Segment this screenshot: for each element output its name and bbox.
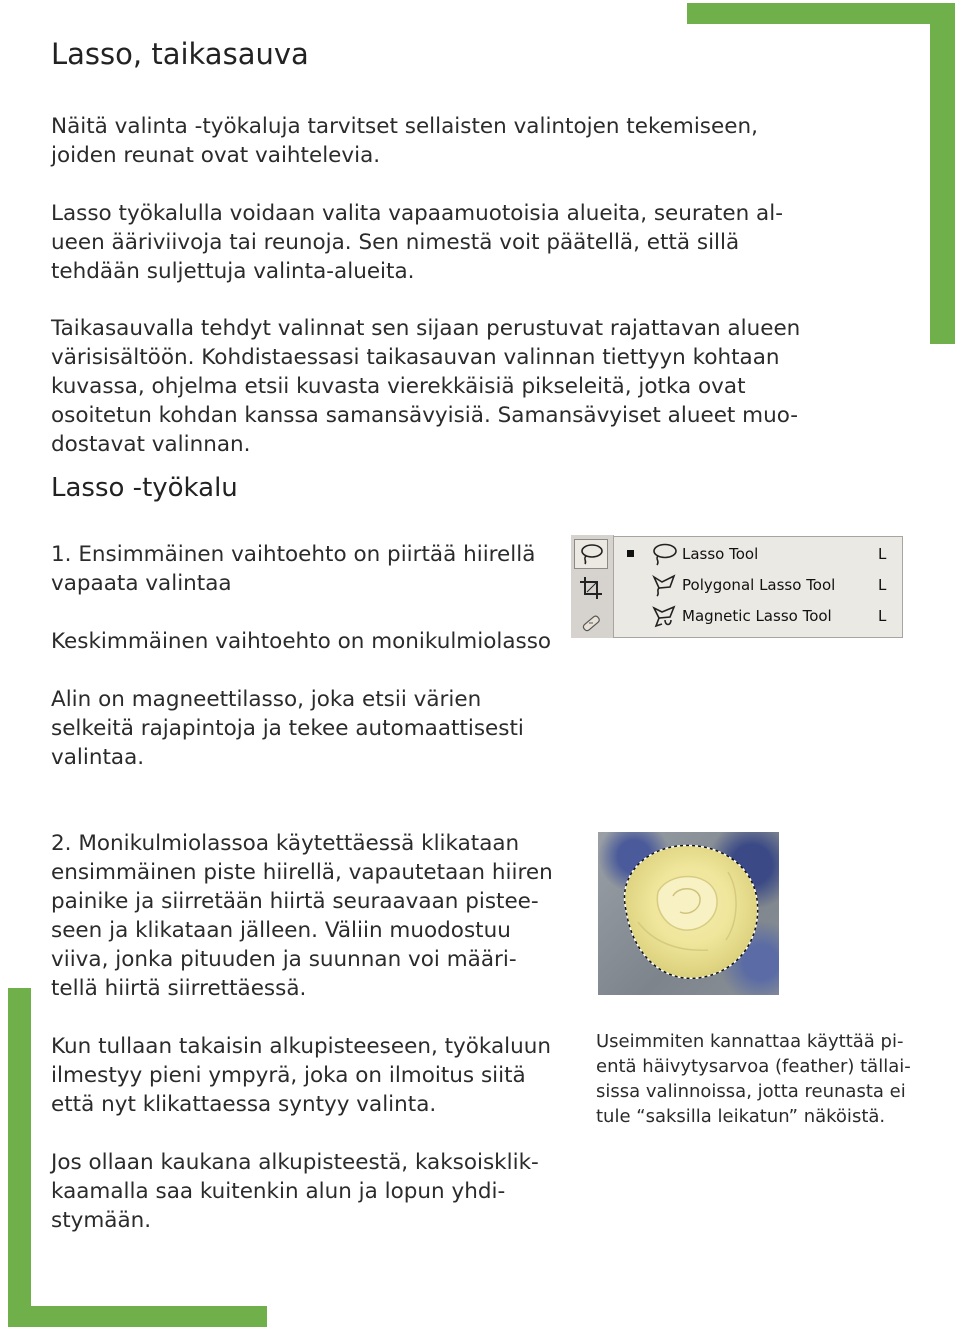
rose-selection-photo [598, 832, 779, 995]
rose-image [598, 832, 779, 995]
polygonal-lasso-icon [650, 573, 678, 597]
intro-paragraph-2: Lasso työkalulla voidaan valita vapaamuotoisia alueita, seuraten al- ueen ääriviivoja tai reunoja. Sen nimestä voit päätellä, että sillä tehdään suljettuja valinta-alueita. [51, 201, 783, 284]
green-border-left [8, 988, 31, 1327]
menu-item-label: Polygonal Lasso Tool [682, 576, 836, 594]
lasso-icon [578, 543, 604, 565]
menu-item-shortcut: L [878, 607, 887, 625]
step1-paragraph-3: Alin on magneettilasso, joka etsii värien selkeitä rajapintoja ja tekee automaattisesti valintaa. [51, 687, 524, 770]
menu-item-label: Magnetic Lasso Tool [682, 607, 832, 625]
lasso-tool-button[interactable] [574, 539, 608, 569]
step2-paragraph-3: Jos ollaan kaukana alkupisteestä, kaksoisklik- kaamalla saa kuitenkin alun ja lopun yhdi- stymään. [51, 1150, 539, 1233]
toolbox-strip [571, 535, 614, 638]
tip-caption: Useimmiten kannattaa käyttää pi- entä häivytysarvoa (feather) tällai- sissa valinnoissa, jotta reunasta ei tule “saksilla leikatun” näköistä. [596, 1031, 911, 1127]
green-border-right [930, 3, 955, 344]
menu-item-label: Lasso Tool [682, 545, 759, 563]
step1-paragraph-1: 1. Ensimmäinen vaihtoehto on piirtää hiirellä vapaata valintaa [51, 542, 536, 596]
crop-icon [578, 575, 604, 601]
healing-brush-icon [578, 610, 604, 634]
healing-brush-tool-button[interactable] [574, 607, 608, 637]
menu-item-magnetic-lasso-tool[interactable] [614, 601, 902, 631]
green-border-bottom [8, 1306, 267, 1327]
menu-item-polygonal-lasso-tool[interactable] [614, 570, 902, 600]
crop-tool-button[interactable] [574, 573, 608, 603]
step2-paragraph-2: Kun tullaan takaisin alkupisteeseen, työkaluun ilmestyy pieni ympyrä, joka on ilmoitus siitä että nyt klikattaessa syntyy valinta. [51, 1034, 552, 1117]
step1-paragraph-2: Keskimmäinen vaihtoehto on monikulmiolasso [51, 629, 552, 654]
selected-bullet-icon [627, 550, 634, 557]
lasso-icon [650, 542, 678, 566]
lasso-tools-flyout-menu [613, 536, 903, 638]
page-title: Lasso, taikasauva [51, 37, 309, 71]
step2-paragraph-1: 2. Monikulmiolassoa käytettäessä klikataan ensimmäinen piste hiirellä, vapautetaan hiiren painike ja siirretään hiirtä seuraavaan pistee- seen ja klikataan jälleen. Väliin muodostuu viiva, jonka pituuden ja suunnan voi määri- tellä hiirtä siirrettäessä. [51, 831, 553, 1001]
menu-item-shortcut: L [878, 576, 887, 594]
menu-item-lasso-tool[interactable] [614, 539, 902, 569]
green-border-top [687, 3, 955, 24]
intro-paragraph-3: Taikasauvalla tehdyt valinnat sen sijaan perustuvat rajattavan alueen värisisältöön. Kohdistaessasi taikasauvan valinnan tiettyyn kohtaan kuvassa, ohjelma etsii kuvasta vierekkäisiä pikseleitä, jotka ovat osoitetun kohdan kanssa samansävyisiä. Samansävyiset alueet muo- dostavat valinnan. [51, 316, 801, 457]
section-heading: Lasso -työkalu [51, 473, 238, 503]
menu-item-shortcut: L [878, 545, 887, 563]
intro-paragraph-1: Näitä valinta -työkaluja tarvitset sellaisten valintojen tekemiseen, joiden reunat ovat vaihtelevia. [51, 114, 758, 168]
magnetic-lasso-icon [650, 604, 678, 628]
